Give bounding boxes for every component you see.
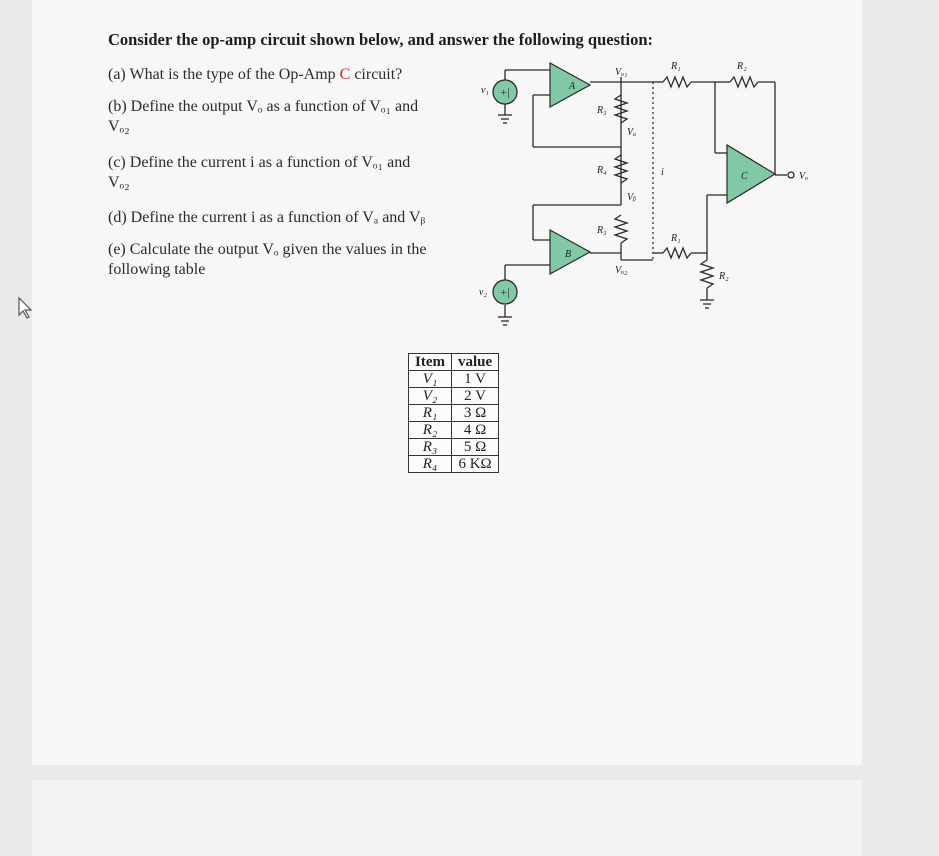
table-cell-value: 3 Ω <box>452 405 499 422</box>
question-a: (a) What is the type of the Op-Amp C circuit? <box>108 66 403 83</box>
table-cell-value: 4 Ω <box>452 422 499 439</box>
svg-text:Vᵦ: Vᵦ <box>627 192 636 203</box>
question-heading: Consider the op-amp circuit shown below, and answer the following question: <box>108 30 654 49</box>
opamp-circuit-diagram <box>475 55 835 345</box>
mouse-pointer-icon <box>16 296 38 320</box>
table-cell-value: 2 V <box>452 388 499 405</box>
svg-text:R₄: R₄ <box>597 165 607 176</box>
svg-text:R₁: R₁ <box>671 61 681 72</box>
question-e-line2: following table <box>108 261 206 278</box>
table-header-row <box>409 354 499 371</box>
table-cell-value: 1 V <box>452 371 499 388</box>
table-cell-item: R₄ <box>409 456 452 473</box>
svg-text:R₃: R₃ <box>597 225 607 236</box>
svg-text:R₂: R₂ <box>719 271 729 282</box>
svg-text:i: i <box>661 167 664 178</box>
svg-text:Vₐ: Vₐ <box>627 127 637 138</box>
opamp-c-label: C <box>339 66 351 83</box>
table-cell-item: V₁ <box>409 371 452 388</box>
svg-text:A: A <box>569 81 576 92</box>
question-b-line2: Vₒ₂ <box>108 118 130 135</box>
question-b-line1: (b) Define the output Vₒ as a function of Vₒ₁ and <box>108 98 419 115</box>
document-page-lower <box>32 780 862 856</box>
svg-text:Vₒ: Vₒ <box>799 171 808 182</box>
question-c-line1: (c) Define the current i as a function of Vₒ₁ and <box>108 154 411 171</box>
table-cell-item: V₂ <box>409 388 452 405</box>
svg-text:R₂: R₂ <box>737 61 747 72</box>
table-header: Item <box>409 354 452 371</box>
table-cell-item: R₂ <box>409 422 452 439</box>
question-e-line1: (e) Calculate the output Vₒ given the values in the <box>108 241 427 258</box>
svg-text:Vₒ₁: Vₒ₁ <box>615 67 628 78</box>
table-row <box>409 422 499 439</box>
values-table <box>408 353 499 473</box>
table-row <box>409 371 499 388</box>
table-row <box>409 456 499 473</box>
svg-text:R₃: R₃ <box>597 105 607 116</box>
table-row <box>409 439 499 456</box>
svg-text:C: C <box>741 171 748 182</box>
table-cell-value: 5 Ω <box>452 439 499 456</box>
table-header: value <box>452 354 499 371</box>
opamp-c <box>727 145 775 203</box>
question-c-line2: Vₒ₂ <box>108 174 130 191</box>
svg-text:v₂: v₂ <box>479 287 487 298</box>
svg-text:v₁: v₁ <box>481 85 489 96</box>
svg-text:B: B <box>565 249 572 260</box>
question-d: (d) Define the current i as a function of Vₐ and Vᵦ <box>108 209 426 226</box>
table-cell-item: R₁ <box>409 405 452 422</box>
table-cell-value: 6 KΩ <box>452 456 499 473</box>
svg-text:Vₒ₂: Vₒ₂ <box>615 265 628 276</box>
svg-text:+|: +| <box>500 85 510 99</box>
table-row <box>409 388 499 405</box>
table-row <box>409 405 499 422</box>
svg-text:+|: +| <box>500 285 510 299</box>
table-cell-item: R₃ <box>409 439 452 456</box>
svg-text:R₁: R₁ <box>671 233 681 244</box>
